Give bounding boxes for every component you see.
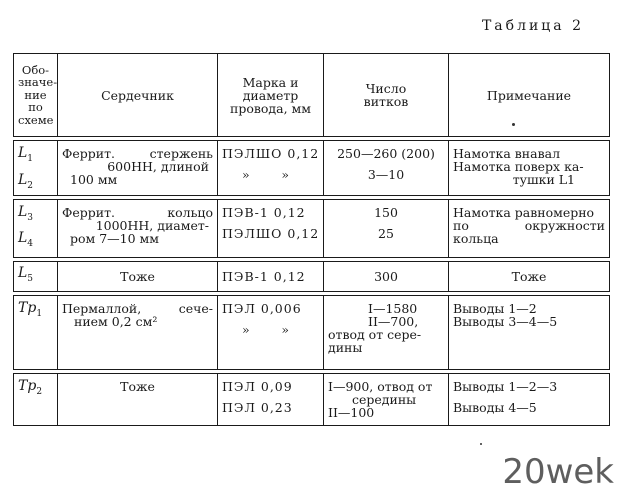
turns-text: 3—10 — [367, 167, 405, 182]
table-caption: Таблица 2 — [481, 18, 584, 34]
header-note — [449, 54, 610, 137]
wire-cell — [218, 261, 324, 291]
header-designation-line: схеме — [18, 112, 54, 127]
header-turns-line: витков — [363, 94, 409, 109]
note-text: по окружности — [453, 217, 605, 233]
note-text: Выводы 3—4—5 — [453, 313, 558, 329]
designation-index: 3 — [27, 212, 34, 223]
print-speck — [480, 443, 482, 445]
turns-cell — [324, 295, 449, 369]
designation-label: $L_4$ — [18, 230, 34, 250]
wire-text: » » — [242, 167, 290, 182]
designation-index: 5 — [27, 273, 34, 284]
header-core — [58, 54, 218, 137]
core-cell — [58, 141, 218, 196]
note-text: тушки L1 — [512, 172, 575, 187]
designation-label: $Тр_2$ — [18, 377, 43, 397]
designation-label: $L_1$ — [18, 145, 34, 164]
core-text: ром 7—10 мм — [70, 230, 160, 246]
turns-text: I—1580 — [368, 300, 418, 316]
core-text: Тоже — [120, 268, 155, 284]
turns-text: 150 — [374, 204, 398, 220]
wire-cell — [218, 295, 324, 369]
core-cell — [58, 373, 218, 425]
turns-cell — [324, 141, 449, 196]
component-table — [13, 53, 610, 426]
wire-text: ПЭЛ 0,23 — [222, 399, 293, 415]
wire-cell — [218, 141, 324, 196]
turns-text: 250—260 (200) — [337, 146, 435, 161]
designation-label: $L_5$ — [18, 264, 34, 284]
core-text: Пермаллой, сече- — [62, 300, 213, 316]
header-core-label: Сердечник — [101, 87, 174, 103]
turns-text: 25 — [378, 225, 394, 241]
designation-label: $L_3$ — [18, 203, 34, 223]
print-speck — [512, 123, 515, 126]
note-text: кольца — [453, 230, 499, 246]
header-note-label: Примечание — [486, 87, 572, 103]
note-cell — [449, 373, 610, 425]
wire-text: ПЭВ-1 0,12 — [222, 268, 306, 284]
turns-text: середины — [352, 391, 417, 407]
wire-text: ПЭЛШО 0,12 — [222, 146, 320, 161]
note-text: Выводы 1—2—3 — [453, 378, 558, 394]
header-row — [14, 54, 610, 137]
note-text: Намотка поверх ка- — [453, 159, 584, 174]
turns-text: II—700, — [368, 313, 419, 329]
core-text: 100 мм — [70, 172, 118, 187]
header-designation — [14, 54, 58, 137]
note-text: Намотка равномерно — [453, 204, 595, 220]
core-text: Феррит. кольцо — [62, 204, 213, 220]
header-designation-line: ние — [24, 87, 47, 102]
table-row — [14, 141, 610, 196]
core-text: Феррит. стержень — [62, 146, 213, 161]
designation-index: 2 — [27, 180, 34, 191]
turns-text: 300 — [374, 268, 398, 284]
designation-cell — [14, 261, 58, 291]
watermark-logo: 20wek — [502, 452, 614, 492]
designation-label: $Тр_1$ — [18, 299, 43, 319]
designation-label: $L_2$ — [18, 171, 34, 191]
core-cell — [58, 199, 218, 257]
designation-cell — [14, 199, 58, 257]
header-wire-line: диаметр — [242, 87, 299, 103]
header-wire-line: провода, мм — [230, 100, 311, 116]
wire-text: ПЭЛ 0,006 — [222, 300, 302, 316]
header-wire-line: Марка и — [242, 74, 299, 90]
designation-cell — [14, 141, 58, 196]
note-text: Выводы 4—5 — [453, 399, 537, 415]
wire-text: ПЭЛ 0,09 — [222, 378, 293, 394]
note-text: Тоже — [511, 268, 547, 284]
designation-index: 2 — [36, 386, 43, 397]
header-wire — [218, 54, 324, 137]
core-text: 600НН, длиной — [107, 159, 209, 174]
table-row — [14, 199, 610, 257]
wire-text: » » — [242, 321, 290, 337]
designation-cell — [14, 373, 58, 425]
note-cell — [449, 141, 610, 196]
note-cell — [449, 261, 610, 291]
core-text: Тоже — [120, 378, 155, 394]
turns-text: отвод от сере- — [328, 326, 422, 342]
turns-text: II—100 — [328, 404, 375, 420]
designation-index: 1 — [27, 153, 34, 164]
table-row — [14, 261, 610, 291]
designation-cell — [14, 295, 58, 369]
designation-index: 1 — [36, 308, 43, 319]
turns-cell — [324, 373, 449, 425]
header-turns — [324, 54, 449, 137]
core-cell — [58, 295, 218, 369]
table-row — [14, 373, 610, 425]
wire-cell — [218, 373, 324, 425]
wire-cell — [218, 199, 324, 257]
header-designation-line: значе- — [18, 75, 58, 90]
turns-text: дины — [328, 339, 363, 355]
core-cell — [58, 261, 218, 291]
note-text: Выводы 1—2 — [453, 300, 537, 316]
table-row — [14, 295, 610, 369]
core-text: 1000НН, диамет- — [95, 217, 209, 233]
turns-cell — [324, 199, 449, 257]
wire-text: ПЭЛШО 0,12 — [222, 225, 320, 241]
designation-index: 4 — [27, 239, 34, 250]
note-text: Намотка внавал — [453, 146, 561, 161]
turns-cell — [324, 261, 449, 291]
header-designation-line: Обо- — [21, 62, 50, 77]
turns-text: I—900, отвод от — [328, 378, 433, 394]
header-designation-line: по — [28, 100, 43, 115]
header-turns-line: Число — [365, 81, 407, 96]
wire-text: ПЭВ-1 0,12 — [222, 204, 306, 220]
note-cell — [449, 295, 610, 369]
note-cell — [449, 199, 610, 257]
core-text: нием 0,2 см² — [74, 313, 158, 329]
